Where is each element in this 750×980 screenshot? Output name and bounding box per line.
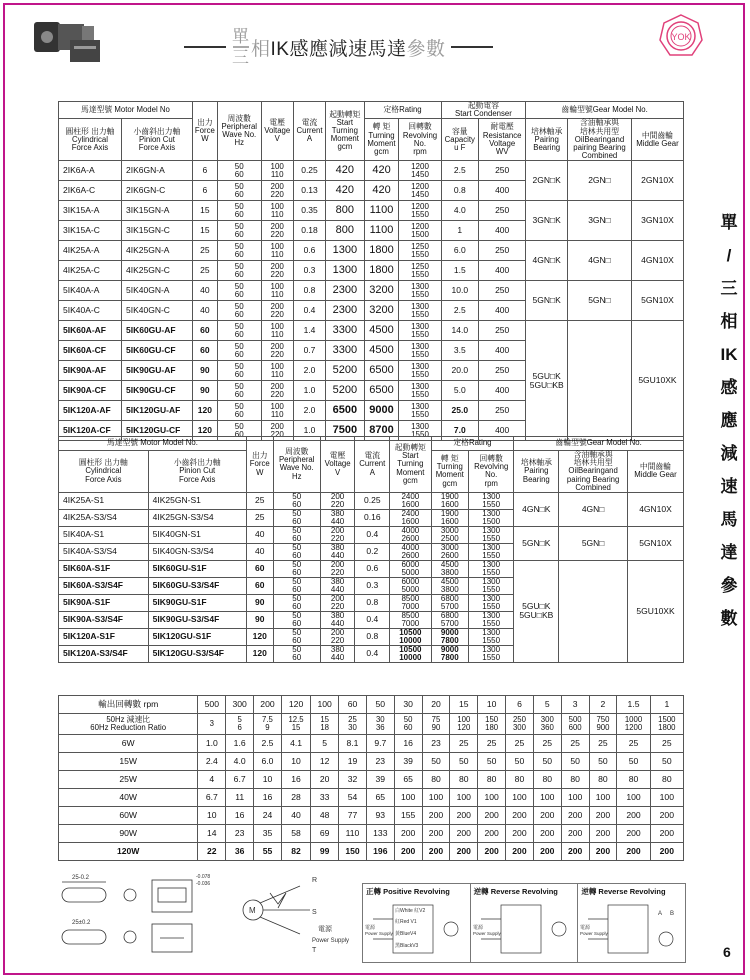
single-phase-table: 馬達型號 Motor Model No 出力 Force W 周波數 Peripheral Wave No. Hz 電壓 Voltage V 電流 Current A 起動轉矩 Start Turning Moment gcm 定格Rating 起動電容 Start Condenser 齒輪型號Gear Model No. 圓柱形 出力軸 Cylindrical Force Axis 小齒斜出力軸 Pinion Cut Force Axis 轉 矩 Turning Moment gcm 回轉數 Revolving No. rpm 容量 Capacity u F 耐電壓 Resistance Voltage WV 培林軸承 Pairing Bearing 含油軸承與 培林共用型 OilBearingand pairing Bearing Combined 中間齒輪 Middle Gear 2IK6A-A 2IK6GN-A 6 50 60 100 110 0.25 420 420 1200 1450 2.5 250 2GN□K 2GN□ 2GN10X 2IK6A-C 2IK6GN-C 6 50 60 200 220 0.13 420 420 1200 1450 0.8 400 3IK15A-A 3IK15GN-A 15 50 60 100 110 0.35 800 1100 1200 1550 4.0 250 3GN□K 3GN□ 3GN10X 3IK15A-C 3IK15GN-C 15 50 60 200 220 0.18 800 1100 1200 1500 1 400 4IK25A-A 4IK25GN-A 25 50 60 100 110 0.6 1300 1800 1250 1550 6.0 250 4GN□K 4GN□ 4GN10X 4IK25A-C 4IK25GN-C 25 50 60 200 220 0.3 1300 1800 1250 1550 1.5 400 5IK40A-A 5IK40GN-A 40 50 60 100 110 0.8 2300 3200 1300 1550 10.0 250 5GN□K 5GN□ 5GN10X 5IK40A-C 5IK40GN-C 40 50 60 200 220 0.4 2300 3200 1300 1550 2.5 400 5IK60A-AF 5IK60GU-AF 60 50 60 100 110 1.4 3300 4500 1300 1550 14.0 250 5GU□K 5GU□KB 5GU10XK 5IK60A-CF 5IK60GU-CF 60 50 60 200 220 0.7 3300 4500 1300 1550 3.5 400 5IK90A-AF 5IK90GU-AF 90 50 60 100 110 2.0 5200 6500 1300 1550 20.0 250 5IK90A-CF 5IK90GU-CF 90 50 60 200 220 1.0 5200 6500 1300 1550 5.0 400 5IK120A-AF 5IK120GU-AF 120 50 60 100 110 2.0 6500 9000 1300 1550 25.0 250 5IK120A-CF 5IK120GU-CF 120 50 60 200 220 1.0 7500 8700 1300 1550 7.0 400 — [58, 101, 684, 441]
svg-text:黑BlackV3: 黑BlackV3 — [395, 943, 419, 949]
motor-symbol: M — [249, 906, 256, 915]
table-row: 4IK25A-S3/S4 4IK25GN-S3/S4 25 50 60 380 440 0.16 2400 1600 1900 1600 1300 1500 — [59, 509, 684, 526]
title-text: IK感應減速馬達 — [270, 38, 407, 60]
table-row: 4IK25A-S1 4IK25GN-S1 25 50 60 200 220 0.25 2400 1600 1900 1600 1300 1550 4GN□K 4GN□ 4GN10X — [59, 492, 684, 509]
motor-model-pin: 5IK90GU-S1F — [148, 594, 246, 611]
svg-text:電源: 電源 — [365, 925, 376, 931]
svg-text:白White 紅V2: 白White 紅V2 — [395, 908, 426, 914]
motor-model-pin: 5IK60GU-AF — [122, 321, 193, 341]
motor-model-cyl: 5IK90A-AF — [59, 361, 122, 381]
svg-text:Power Supply: Power Supply — [365, 931, 393, 936]
side-title-char: 減 — [720, 444, 738, 463]
motor-model-cyl: 5IK90A-S1F — [59, 594, 149, 611]
table-row: 5IK60A-AF 5IK60GU-AF 60 50 60 100 110 1.4 3300 4500 1300 1550 14.0 250 5GU□K 5GU□KB 5GU10XK — [59, 321, 684, 341]
motor-model-pin: 5IK90GU-CF — [122, 381, 193, 401]
table-row: 5IK120A-AF 5IK120GU-AF 120 50 60 100 110 2.0 6500 9000 1300 1550 25.0 250 — [59, 401, 684, 421]
side-title-char: 感 — [720, 378, 738, 397]
motor-model-pin: 5IK60GU-CF — [122, 341, 193, 361]
motor-model-cyl: 5IK40A-C — [59, 301, 122, 321]
table-row: 5IK90A-S1F 5IK90GU-S1F 90 50 60 200 220 0.8 8500 7000 6800 5700 1300 1550 — [59, 594, 684, 611]
motor-model-pin: 5IK40GN-S1 — [148, 526, 246, 543]
motor-model-pin: 2IK6GN-A — [122, 161, 193, 181]
title-single: 單 — [232, 27, 249, 46]
side-title-char: 單 — [720, 213, 738, 232]
three-phase-table: 馬達型號 Motor Model No. 出力 Force W 周波數 Peripheral Wave No. Hz 電壓 Voltage V 電流 Current A 起動轉矩 Start Turning Moment gcm 定格Rating 齒輪型號Gear Model No. 圓柱形 出力軸 Cylindrical Force Axis 小齒斜出力軸 Pinion Cut Force Axis 轉 矩 Turning Moment gcm 回轉數 Revolving No. rpm 培林軸承 Pairing Bearing 含油軸承與 培林共用型 OilBearingand pairing Bearing Combined 中間齒輪 Middle Gear 4IK25A-S1 4IK25GN-S1 25 50 60 200 220 0.25 2400 1600 1900 1600 1300 1550 4GN□K 4GN□ 4GN10X 4IK25A-S3/S4 4IK25GN-S3/S4 25 50 60 380 440 0.16 2400 1600 1900 1600 1300 1500 5IK40A-S1 5IK40GN-S1 40 50 60 200 220 0.4 4000 2600 3000 2500 1300 1550 5GN□K 5GN□ 5GN10X 5IK40A-S3/S4 5IK40GN-S3/S4 40 50 60 380 440 0.2 4000 2600 3000 2600 1300 1550 5IK60A-S1F 5IK60GU-S1F 60 50 60 200 220 0.6 6000 5000 4500 3800 1300 1550 5GU□K 5GU□KB 5GU10XK 5IK60A-S3/S4F 5IK60GU-S3/S4F 60 50 60 380 440 0.3 6000 5000 4500 3800 1300 1550 5IK90A-S1F 5IK90GU-S1F 90 50 60 200 220 0.8 8500 7000 6800 5700 1300 1550 5IK90A-S3/S4F 5IK90GU-S3/S4F 90 50 60 380 440 0.4 8500 7000 6800 5700 1300 1550 5IK120A-S1F 5IK120GU-S1F 120 50 60 200 220 0.8 10500 10000 9000 7800 1300 1550 5IK120A-S3/S4F 5IK120GU-S3/S4F 120 50 60 380 440 0.4 10500 10000 9000 7800 1300 1550 — [58, 436, 684, 663]
header — [0, 0, 750, 95]
motor-model-pin: 5IK40GN-A — [122, 281, 193, 301]
torque-row: 25W 4 6.7 10 16 20 32 39 65 80 80 80 80 80 80 80 80 80 — [59, 771, 684, 789]
dim-label-b: -0.078 — [196, 874, 211, 880]
motor-model-pin: 5IK90GU-S3/S4F — [148, 611, 246, 628]
torque-row: 60W 10 16 24 40 48 77 93 155 200 200 200 200 200 200 200 200 200 — [59, 807, 684, 825]
page-number: 6 — [723, 944, 731, 960]
motor-model-pin: 4IK25GN-S3/S4 — [148, 509, 246, 526]
torque-row: 40W 6.7 11 16 28 33 54 65 100 100 100 100 100 100 100 100 100 100 — [59, 789, 684, 807]
motor-model-cyl: 5IK90A-CF — [59, 381, 122, 401]
motor-model-pin: 3IK15GN-A — [122, 201, 193, 221]
table-row: 5IK120A-S1F 5IK120GU-S1F 120 50 60 200 220 0.8 10500 10000 9000 7800 1300 1550 — [59, 628, 684, 645]
table-row: 4IK25A-C 4IK25GN-C 25 50 60 200 220 0.3 1300 1800 1250 1550 1.5 400 — [59, 261, 684, 281]
table-row: 5IK40A-C 5IK40GN-C 40 50 60 200 220 0.4 2300 3200 1300 1550 2.5 400 — [59, 301, 684, 321]
motor-model-cyl: 5IK40A-S1 — [59, 526, 149, 543]
motor-model-cyl: 2IK6A-C — [59, 181, 122, 201]
side-title-char: 應 — [720, 411, 738, 430]
motor-photo — [30, 14, 110, 66]
motor-model-pin: 5IK40GN-S3/S4 — [148, 543, 246, 560]
wiring-positive: 正轉 Positive Revolving 白White 紅V2 紅Red V1 黃BlueV4 黑BlackV3 電源 Power Supply — [363, 884, 471, 962]
svg-text:Power Supply: Power Supply — [472, 931, 501, 936]
motor-model-cyl: 5IK120A-S1F — [59, 628, 149, 645]
side-title-char: 速 — [720, 477, 738, 496]
motor-model-cyl: 5IK60A-S3/S4F — [59, 577, 149, 594]
side-title-char: 三 — [720, 279, 738, 298]
side-title-char: 相 — [720, 312, 738, 331]
svg-text:紅Red V1: 紅Red V1 — [395, 919, 417, 925]
motor-model-cyl: 4IK25A-C — [59, 261, 122, 281]
table-row: 5IK60A-CF 5IK60GU-CF 60 50 60 200 220 0.7 3300 4500 1300 1550 3.5 400 — [59, 341, 684, 361]
ratio-row: 50Hz 減速比 60Hz Reduction Ratio 3 5 6 7.5 9 12.5 15 15 18 25 30 30 36 50 60 75 90 100 120 150 180 250 300 300 360 500 600 750 900 1000 1200 1500 1800 — [59, 714, 684, 735]
torque-row: 90W 14 23 35 58 69 110 133 200 200 200 200 200 200 200 200 200 200 — [59, 825, 684, 843]
rpm-row: 輸出回轉數 rpm 500 300 200 120 100 60 50 30 20 15 10 6 5 3 2 1.5 1 — [59, 696, 684, 714]
s-terminal: S — [312, 909, 317, 916]
side-title-char: 馬 — [720, 510, 738, 529]
title-suffix: 參數 — [406, 38, 446, 60]
table-row: 4IK25A-A 4IK25GN-A 25 50 60 100 110 0.6 1300 1800 1250 1550 6.0 250 4GN□K 4GN□ 4GN10X — [59, 241, 684, 261]
torque-row: 15W 2.4 4.0 6.0 10 12 19 23 39 50 50 50 50 50 50 50 50 50 — [59, 753, 684, 771]
svg-text:A: A — [658, 911, 663, 917]
svg-text:黃BlueV4: 黃BlueV4 — [395, 931, 417, 937]
table-row: 5IK40A-S1 5IK40GN-S1 40 50 60 200 220 0.4 4000 2600 3000 2500 1300 1550 5GN□K 5GN□ 5GN10X — [59, 526, 684, 543]
motor-model-cyl: 4IK25A-S3/S4 — [59, 509, 149, 526]
motor-model-cyl: 5IK60A-S1F — [59, 560, 149, 577]
motor-model-pin: 5IK120GU-AF — [122, 401, 193, 421]
motor-model-pin: 4IK25GN-C — [122, 261, 193, 281]
motor-model-cyl: 5IK40A-S3/S4 — [59, 543, 149, 560]
side-title-char: / — [726, 246, 732, 265]
svg-text:Power Supply: Power Supply — [580, 931, 609, 936]
motor-model-cyl: 4IK25A-S1 — [59, 492, 149, 509]
title-phase: 相 — [251, 38, 271, 60]
motor-model-cyl: 5IK60A-AF — [59, 321, 122, 341]
motor-model-cyl: 3IK15A-C — [59, 221, 122, 241]
page-title — [178, 28, 499, 66]
motor-model-cyl: 5IK90A-S3/S4F — [59, 611, 149, 628]
table-row: 5IK90A-CF 5IK90GU-CF 90 50 60 200 220 1.0 5200 6500 1300 1550 5.0 400 — [59, 381, 684, 401]
motor-model-cyl: 5IK60A-CF — [59, 341, 122, 361]
torque-row: 6W 1.0 1.6 2.5 4.1 5 8.1 9.7 16 23 25 25 25 25 25 25 25 25 — [59, 735, 684, 753]
reduction-ratio-table — [58, 695, 684, 861]
table-row: 2IK6A-C 2IK6GN-C 6 50 60 200 220 0.13 420 420 1200 1450 0.8 400 — [59, 181, 684, 201]
r-terminal: R — [312, 877, 318, 884]
logo-text: YOK — [671, 32, 691, 42]
side-title-char: 數 — [720, 609, 738, 628]
dim-label-a: 25-0.2 — [72, 875, 90, 881]
motor-model-pin: 4IK25GN-S1 — [148, 492, 246, 509]
dim-label-c: -0.036 — [196, 881, 211, 887]
motor-model-cyl: 5IK120A-CF — [59, 421, 122, 441]
side-title — [714, 206, 744, 635]
motor-model-pin: 5IK120GU-S1F — [148, 628, 246, 645]
table-row: 5IK40A-S3/S4 5IK40GN-S3/S4 40 50 60 380 440 0.2 4000 2600 3000 2600 1300 1550 — [59, 543, 684, 560]
table-row: 5IK90A-S3/S4F 5IK90GU-S3/S4F 90 50 60 380 440 0.4 8500 7000 6800 5700 1300 1550 — [59, 611, 684, 628]
table-row: 5IK120A-CF 5IK120GU-CF 120 50 60 200 220 1.0 7500 8700 1300 1550 7.0 400 — [59, 421, 684, 441]
motor-model-pin: 2IK6GN-C — [122, 181, 193, 201]
power-label-en: Power Supply — [312, 938, 350, 944]
wiring-reverse-switch: 逆轉 Reverse Revolving A B 電源 Power Supply — [578, 884, 685, 962]
wiring-diagrams — [362, 883, 686, 963]
motor-model-cyl: 5IK120A-S3/S4F — [59, 645, 149, 662]
motor-model-pin: 5IK120GU-CF — [122, 421, 193, 441]
dim-label-d: 25±0.2 — [72, 920, 91, 926]
motor-model-cyl: 2IK6A-A — [59, 161, 122, 181]
table-row: 5IK60A-S1F 5IK60GU-S1F 60 50 60 200 220 0.6 6000 5000 4500 3800 1300 1550 5GU□K 5GU□KB 5GU10XK — [59, 560, 684, 577]
svg-text:電源: 電源 — [580, 925, 591, 931]
side-title-char: 參 — [720, 576, 738, 595]
table-row: 3IK15A-C 3IK15GN-C 15 50 60 200 220 0.18 800 1100 1200 1500 1 400 — [59, 221, 684, 241]
title-three: 三 — [232, 48, 249, 67]
table-row: 5IK90A-AF 5IK90GU-AF 90 50 60 100 110 2.0 5200 6500 1300 1550 20.0 250 — [59, 361, 684, 381]
power-label: 電源 — [318, 926, 332, 933]
motor-model-pin: 5IK60GU-S3/S4F — [148, 577, 246, 594]
t-terminal: T — [312, 947, 317, 954]
table-row: 2IK6A-A 2IK6GN-A 6 50 60 100 110 0.25 420 420 1200 1450 2.5 250 2GN□K 2GN□ 2GN10X — [59, 161, 684, 181]
t1-model-header: 馬達型號 Motor Model No — [59, 102, 193, 119]
motor-model-pin: 5IK90GU-AF — [122, 361, 193, 381]
motor-model-pin: 5IK120GU-S3/S4F — [148, 645, 246, 662]
motor-model-cyl: 5IK120A-AF — [59, 401, 122, 421]
side-title-char: 達 — [720, 543, 738, 562]
motor-model-pin: 4IK25GN-A — [122, 241, 193, 261]
svg-text:電源: 電源 — [472, 925, 483, 931]
motor-model-pin: 5IK60GU-S1F — [148, 560, 246, 577]
table-row: 5IK60A-S3/S4F 5IK60GU-S3/S4F 60 50 60 380 440 0.3 6000 5000 4500 3800 1300 1550 — [59, 577, 684, 594]
motor-model-pin: 5IK40GN-C — [122, 301, 193, 321]
motor-model-cyl: 4IK25A-A — [59, 241, 122, 261]
torque-row: 120W 22 36 55 82 99 150 196 200 200 200 200 200 200 200 200 200 200 — [59, 843, 684, 861]
company-logo — [658, 13, 704, 59]
wiring-reverse: 逆轉 Reverse Revolving 電源 Power Supply — [471, 884, 579, 962]
table-row: 5IK40A-A 5IK40GN-A 40 50 60 100 110 0.8 2300 3200 1300 1550 10.0 250 5GN□K 5GN□ 5GN10X — [59, 281, 684, 301]
motor-model-pin: 3IK15GN-C — [122, 221, 193, 241]
motor-model-cyl: 5IK40A-A — [59, 281, 122, 301]
shaft-dimension-drawings — [60, 868, 350, 963]
motor-model-cyl: 3IK15A-A — [59, 201, 122, 221]
svg-text:B: B — [670, 911, 675, 917]
table-row: 3IK15A-A 3IK15GN-A 15 50 60 100 110 0.35 800 1100 1200 1550 4.0 250 3GN□K 3GN□ 3GN10X — [59, 201, 684, 221]
table-row: 5IK120A-S3/S4F 5IK120GU-S3/S4F 120 50 60 380 440 0.4 10500 10000 9000 7800 1300 1550 — [59, 645, 684, 662]
side-title-char: IK — [720, 345, 738, 364]
